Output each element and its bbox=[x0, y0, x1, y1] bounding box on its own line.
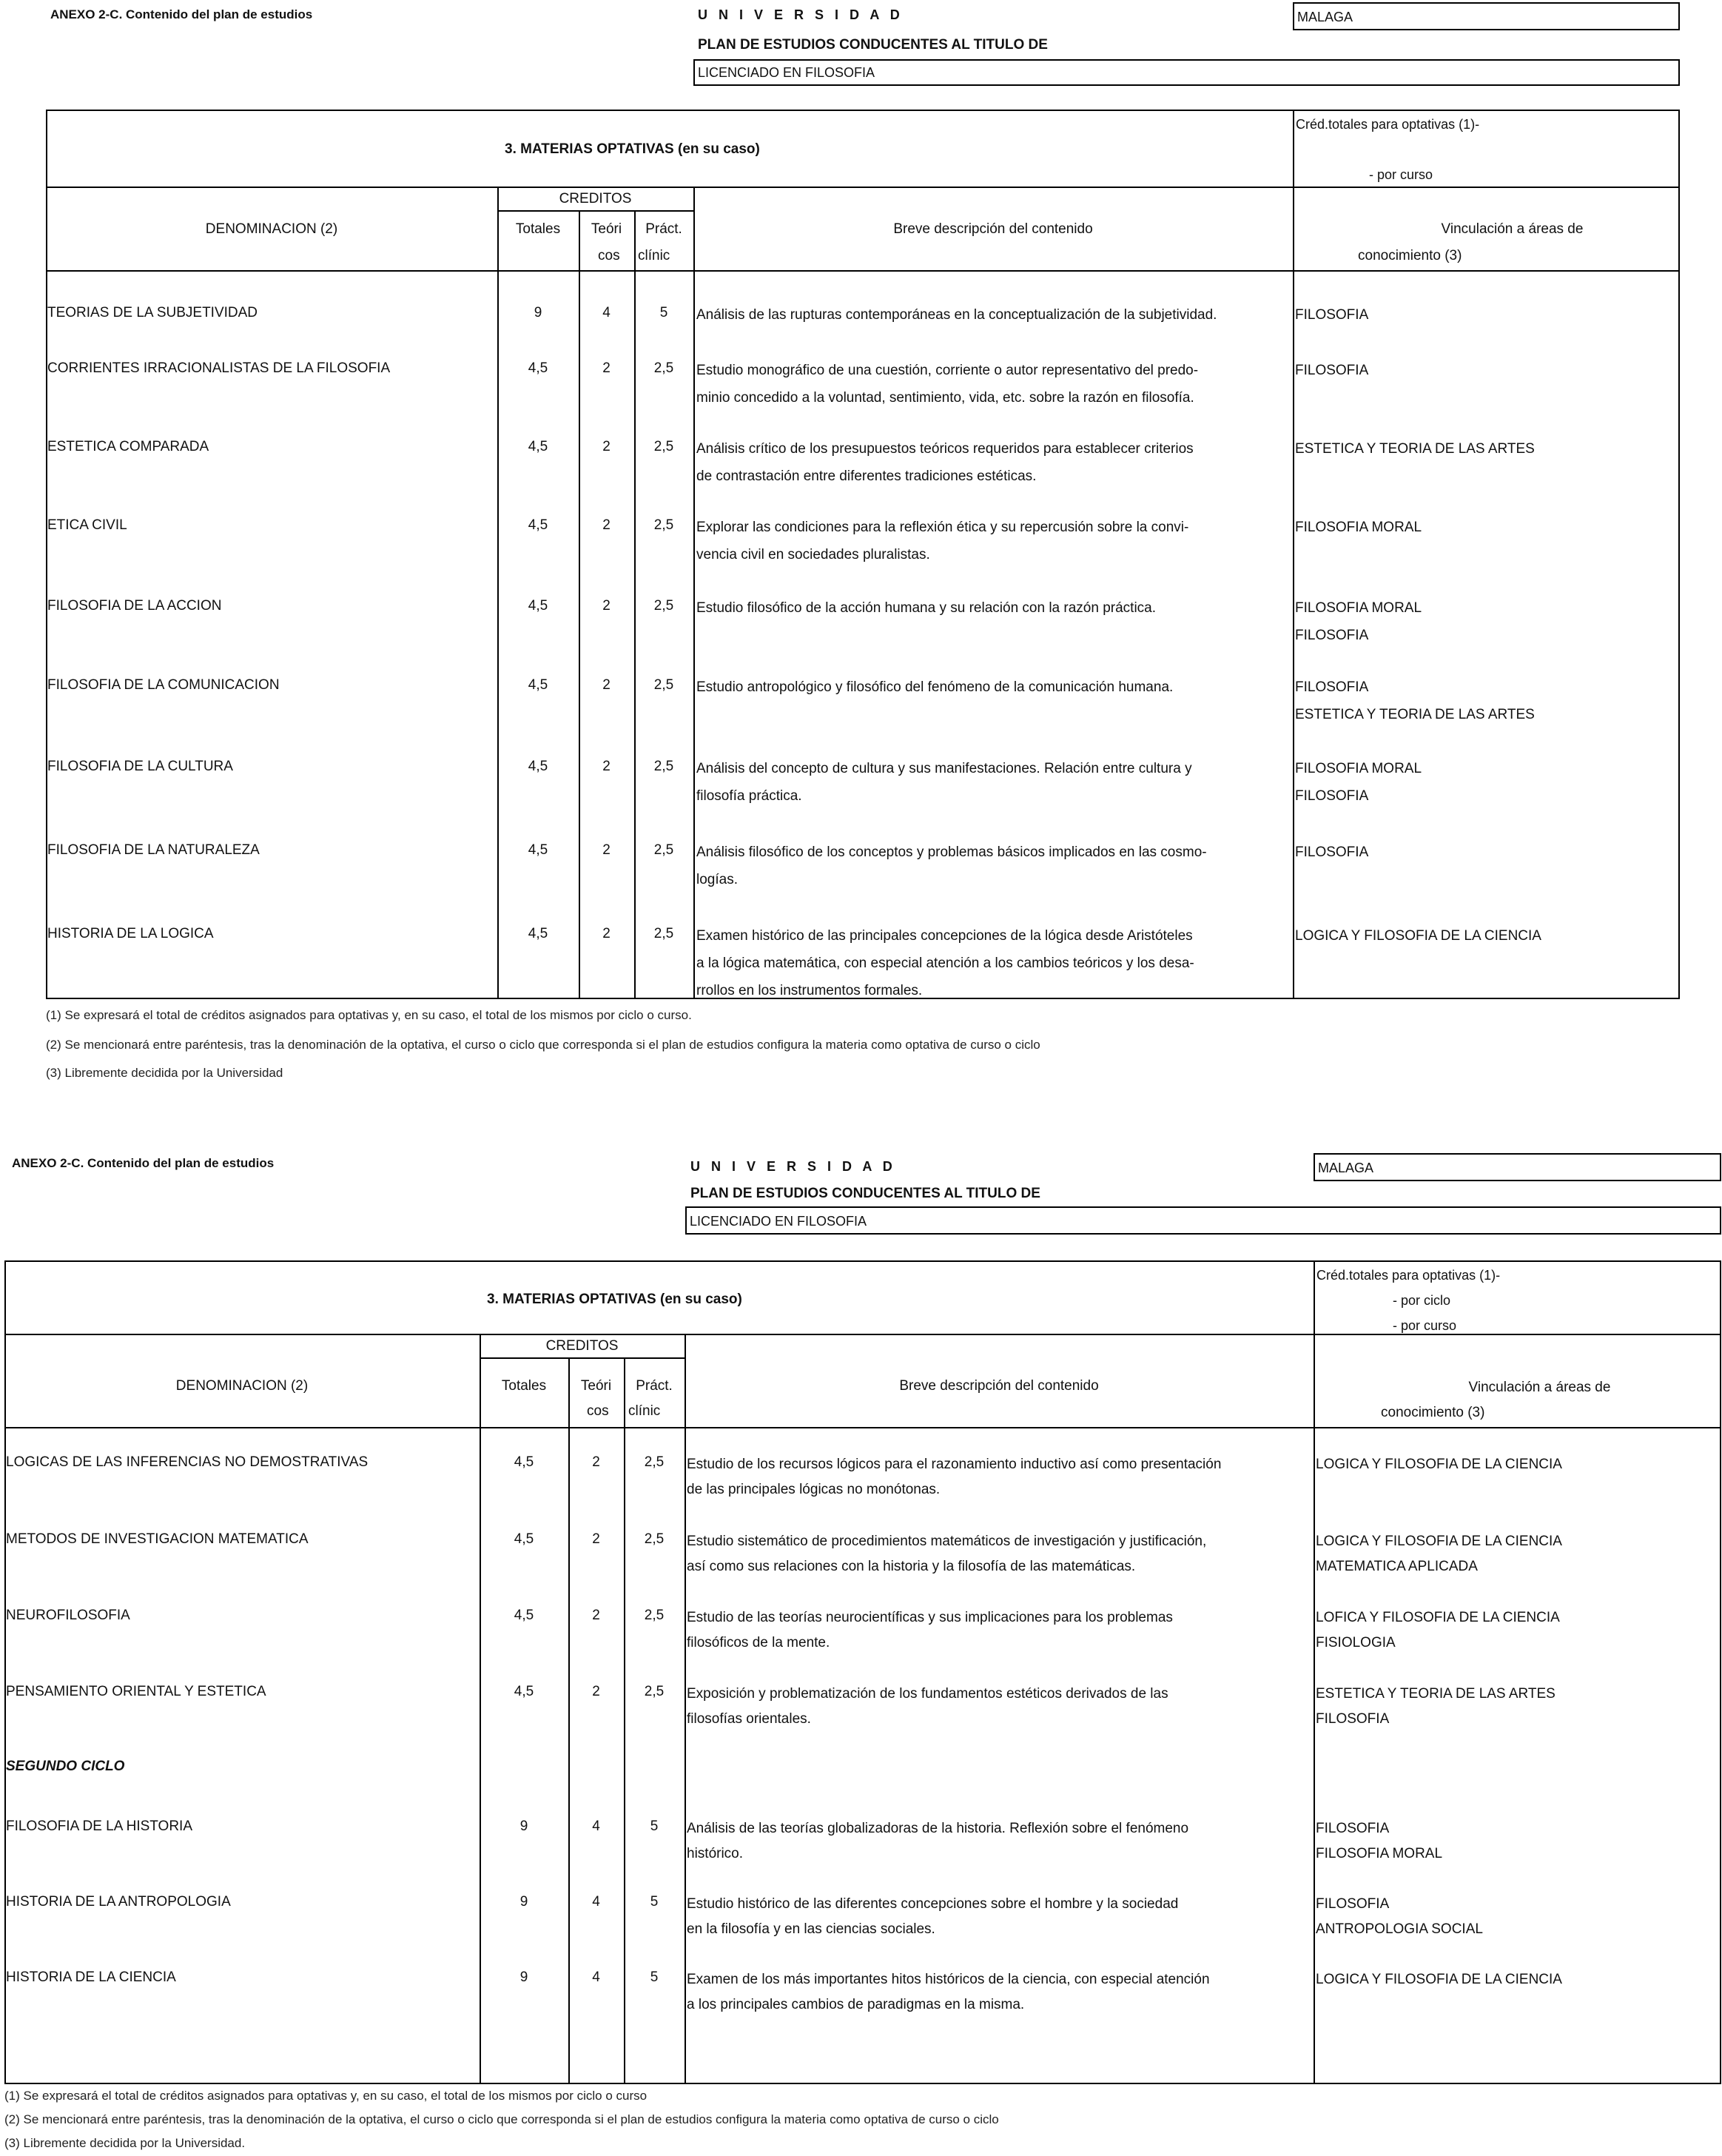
footnote: (2) Se mencionará entre paréntesis, tras la denominación de la optativa, el curso o ciclo que corresponda si el plan de estudios configura la materia como optativa de curso o ciclo bbox=[46, 1038, 1040, 1052]
header-vinculacion: conocimiento (3) bbox=[1381, 1405, 1485, 1420]
header-vinculacion: Vinculación a áreas de bbox=[1468, 1380, 1611, 1395]
credits-theory: 2 bbox=[602, 842, 611, 858]
knowledge-area: LOGICA Y FILOSOFIA DE LA CIENCIA bbox=[1316, 1972, 1562, 1987]
subject-name: HISTORIA DE LA CIENCIA bbox=[6, 1969, 176, 1985]
subject-name: FILOSOFIA DE LA NATURALEZA bbox=[47, 842, 260, 858]
description-line: Estudio filosófico de la acción humana y su relación con la razón práctica. bbox=[696, 600, 1157, 616]
description-line: Examen histórico de las principales concepciones de la lógica desde Aristóteles bbox=[696, 928, 1193, 944]
subject-name: ETICA CIVIL bbox=[47, 517, 127, 533]
knowledge-area: FILOSOFIA MORAL bbox=[1295, 761, 1422, 776]
credits-practice: 2,5 bbox=[653, 759, 674, 774]
credits-theory: 2 bbox=[602, 517, 611, 533]
grid-line bbox=[693, 187, 695, 999]
description-line: Análisis de las rupturas contemporáneas en la conceptualización de la subjetividad. bbox=[696, 307, 1217, 323]
description-line: rrollos en los instrumentos formales. bbox=[696, 983, 923, 998]
credits-practice: 2,5 bbox=[644, 1454, 665, 1470]
section-title: 3. MATERIAS OPTATIVAS (en su caso) bbox=[505, 141, 760, 157]
credits-note-line: Créd.totales para optativas (1)- bbox=[1296, 117, 1480, 132]
header-creditos: CREDITOS bbox=[545, 1338, 619, 1354]
knowledge-area: FILOSOFIA bbox=[1316, 1821, 1390, 1836]
description-line: Examen de los más importantes hitos históricos de la ciencia, con especial atención bbox=[687, 1972, 1210, 1987]
footnote: (3) Libremente decidida por la Universidad bbox=[46, 1066, 283, 1080]
header-totales: Totales bbox=[515, 221, 561, 237]
subject-name: HISTORIA DE LA LOGICA bbox=[47, 926, 214, 941]
header-denominacion: DENOMINACION (2) bbox=[205, 221, 338, 237]
grid-line bbox=[1293, 110, 1294, 999]
knowledge-area: FILOSOFIA bbox=[1316, 1896, 1390, 1912]
credits-theory: 4 bbox=[592, 1894, 600, 1910]
knowledge-area: FILOSOFIA bbox=[1295, 788, 1369, 804]
grid-line bbox=[46, 270, 1680, 272]
header-vinculacion: Vinculación a áreas de bbox=[1441, 221, 1584, 237]
header-descripcion: Breve descripción del contenido bbox=[893, 221, 1093, 237]
knowledge-area: ESTETICA Y TEORIA DE LAS ARTES bbox=[1295, 707, 1535, 722]
knowledge-area: FILOSOFIA bbox=[1295, 628, 1369, 643]
description-line: Estudio de las teorías neurocientíficas y sus implicaciones para los problemas bbox=[687, 1610, 1173, 1625]
subject-name: LOGICAS DE LAS INFERENCIAS NO DEMOSTRATIVAS bbox=[6, 1454, 369, 1470]
credits-practice: 5 bbox=[650, 1819, 659, 1834]
description-line: minio concedido a la voluntad, sentimiento, vida, etc. sobre la razón en filosofía. bbox=[696, 390, 1194, 406]
credits-total: 4,5 bbox=[528, 759, 548, 774]
description-line: Análisis filosófico de los conceptos y problemas básicos implicados en las cosmo- bbox=[696, 844, 1207, 860]
credits-total: 4,5 bbox=[528, 926, 548, 941]
description-line: a los principales cambios de paradigmas en la misma. bbox=[687, 1997, 1025, 2012]
description-line: Análisis de las teorías globalizadoras de la historia. Reflexión sobre el fenómeno bbox=[687, 1821, 1189, 1836]
header-teoricos: cos bbox=[598, 248, 620, 263]
knowledge-area: FILOSOFIA bbox=[1295, 307, 1369, 323]
credits-practice: 2,5 bbox=[653, 517, 674, 533]
knowledge-area: LOGICA Y FILOSOFIA DE LA CIENCIA bbox=[1316, 1534, 1562, 1549]
description-line: a la lógica matemática, con especial atención a los cambios teóricos y los desa- bbox=[696, 956, 1194, 971]
plan-label: PLAN DE ESTUDIOS CONDUCENTES AL TITULO DE bbox=[698, 37, 1048, 53]
header-vinculacion: conocimiento (3) bbox=[1358, 248, 1462, 263]
credits-theory: 2 bbox=[592, 1531, 600, 1547]
credits-practice: 2,5 bbox=[653, 360, 674, 376]
university-label: U N I V E R S I D A D bbox=[698, 7, 904, 22]
credits-total: 4,5 bbox=[528, 842, 548, 858]
credits-practice: 5 bbox=[659, 305, 668, 320]
credits-total: 4,5 bbox=[514, 1684, 534, 1699]
footnote: (1) Se expresará el total de créditos asignados para optativas y, en su caso, el total de los mismos por ciclo o curso bbox=[4, 2089, 648, 2103]
description-line: de contrastación entre diferentes tradiciones estéticas. bbox=[696, 469, 1037, 484]
credits-theory: 2 bbox=[592, 1684, 600, 1699]
footnote: (1) Se expresará el total de créditos asignados para optativas y, en su caso, el total de los mismos por ciclo o curso. bbox=[46, 1008, 692, 1022]
credits-note-line: - por ciclo bbox=[1393, 1293, 1451, 1308]
header-teoricos: Teóri bbox=[591, 221, 622, 237]
knowledge-area: LOFICA Y FILOSOFIA DE LA CIENCIA bbox=[1316, 1610, 1560, 1625]
university-name-box: MALAGA bbox=[1314, 1153, 1721, 1181]
subject-name: ESTETICA COMPARADA bbox=[47, 439, 209, 454]
knowledge-area: MATEMATICA APLICADA bbox=[1316, 1559, 1478, 1574]
credits-note-line: Créd.totales para optativas (1)- bbox=[1316, 1268, 1501, 1283]
credits-theory: 2 bbox=[602, 439, 611, 454]
description-line: vencia civil en sociedades pluralistas. bbox=[696, 547, 930, 562]
knowledge-area: LOGICA Y FILOSOFIA DE LA CIENCIA bbox=[1316, 1457, 1562, 1472]
credits-theory: 2 bbox=[602, 926, 611, 941]
description-line: Análisis crítico de los presupuestos teóricos requeridos para establecer criterios bbox=[696, 441, 1194, 457]
subject-name: FILOSOFIA DE LA HISTORIA bbox=[6, 1819, 193, 1834]
knowledge-area: ESTETICA Y TEORIA DE LAS ARTES bbox=[1316, 1686, 1555, 1702]
credits-practice: 2,5 bbox=[653, 439, 674, 454]
credits-theory: 4 bbox=[592, 1819, 600, 1834]
annex-title: ANEXO 2-C. Contenido del plan de estudios bbox=[12, 1156, 275, 1170]
header-creditos: CREDITOS bbox=[559, 191, 632, 206]
credits-total: 9 bbox=[519, 1894, 528, 1910]
subject-name: TEORIAS DE LA SUBJETIVIDAD bbox=[47, 305, 258, 320]
description-line: Estudio antropológico y filosófico del fenómeno de la comunicación humana. bbox=[696, 679, 1174, 695]
footnote: (3) Libremente decidida por la Universidad. bbox=[4, 2136, 246, 2150]
credits-total: 9 bbox=[519, 1819, 528, 1834]
footnote: (2) Se mencionará entre paréntesis, tras la denominación de la optativa, el curso o ciclo que corresponda si el plan de estudios configura la materia como optativa de curso o ciclo bbox=[4, 2112, 999, 2126]
credits-total: 4,5 bbox=[528, 677, 548, 693]
knowledge-area: FILOSOFIA MORAL bbox=[1316, 1846, 1443, 1861]
header-denominacion: DENOMINACION (2) bbox=[175, 1378, 309, 1394]
credits-practice: 5 bbox=[650, 1969, 659, 1985]
knowledge-area: LOGICA Y FILOSOFIA DE LA CIENCIA bbox=[1295, 928, 1541, 944]
subject-name: FILOSOFIA DE LA CULTURA bbox=[47, 759, 233, 774]
credits-total: 4,5 bbox=[514, 1608, 534, 1623]
degree-box: LICENCIADO EN FILOSOFIA bbox=[685, 1206, 1721, 1235]
university-name-box: MALAGA bbox=[1293, 2, 1680, 30]
header-practicos: Práct. bbox=[636, 1378, 673, 1394]
grid-line bbox=[685, 1334, 686, 2084]
credits-theory: 2 bbox=[602, 360, 611, 376]
description-line: filosóficos de la mente. bbox=[687, 1635, 830, 1650]
knowledge-area: ANTROPOLOGIA SOCIAL bbox=[1316, 1921, 1483, 1937]
credits-total: 4,5 bbox=[514, 1454, 534, 1470]
knowledge-area: ESTETICA Y TEORIA DE LAS ARTES bbox=[1295, 441, 1535, 457]
credits-total: 4,5 bbox=[514, 1531, 534, 1547]
subject-name: NEUROFILOSOFIA bbox=[6, 1608, 130, 1623]
section-title: 3. MATERIAS OPTATIVAS (en su caso) bbox=[487, 1292, 742, 1307]
credits-total: 4,5 bbox=[528, 439, 548, 454]
credits-theory: 2 bbox=[602, 677, 611, 693]
description-line: logías. bbox=[696, 872, 738, 887]
knowledge-area: FILOSOFIA bbox=[1316, 1711, 1390, 1727]
knowledge-area: FILOSOFIA MORAL bbox=[1295, 520, 1422, 535]
header-teoricos: cos bbox=[587, 1403, 609, 1419]
university-label: U N I V E R S I D A D bbox=[690, 1159, 896, 1174]
subject-name: PENSAMIENTO ORIENTAL Y ESTETICA bbox=[6, 1684, 266, 1699]
header-descripcion: Breve descripción del contenido bbox=[899, 1378, 1099, 1394]
credits-practice: 2,5 bbox=[653, 926, 674, 941]
header-teoricos: Teóri bbox=[580, 1378, 612, 1394]
credits-note-line: - por curso bbox=[1393, 1318, 1457, 1333]
credits-total: 9 bbox=[534, 305, 542, 320]
description-line: así como sus relaciones con la historia y la filosofía de las matemáticas. bbox=[687, 1559, 1136, 1574]
credits-total: 9 bbox=[519, 1969, 528, 1985]
credits-theory: 2 bbox=[602, 598, 611, 614]
credits-total: 4,5 bbox=[528, 360, 548, 376]
degree-box: LICENCIADO EN FILOSOFIA bbox=[693, 59, 1680, 86]
subject-name: FILOSOFIA DE LA COMUNICACION bbox=[47, 677, 280, 693]
credits-practice: 2,5 bbox=[644, 1608, 665, 1623]
header-practicos: clínic bbox=[628, 1403, 661, 1419]
credits-theory: 4 bbox=[602, 305, 611, 320]
plan-label: PLAN DE ESTUDIOS CONDUCENTES AL TITULO DE bbox=[690, 1186, 1040, 1201]
credits-practice: 2,5 bbox=[644, 1531, 665, 1547]
subject-name: FILOSOFIA DE LA ACCION bbox=[47, 598, 222, 614]
knowledge-area: FILOSOFIA bbox=[1295, 679, 1369, 695]
knowledge-area: FILOSOFIA bbox=[1295, 363, 1369, 378]
credits-theory: 2 bbox=[592, 1454, 600, 1470]
description-line: de las principales lógicas no monótonas. bbox=[687, 1482, 941, 1497]
section-heading: SEGUNDO CICLO bbox=[6, 1759, 125, 1774]
description-line: filosofías orientales. bbox=[687, 1711, 811, 1727]
subject-name: CORRIENTES IRRACIONALISTAS DE LA FILOSOFIA bbox=[47, 360, 391, 376]
credits-theory: 4 bbox=[592, 1969, 600, 1985]
annex-title: ANEXO 2-C. Contenido del plan de estudios bbox=[50, 7, 313, 21]
subject-name: HISTORIA DE LA ANTROPOLOGIA bbox=[6, 1894, 231, 1910]
header-practicos: clínic bbox=[638, 248, 670, 263]
credits-practice: 2,5 bbox=[653, 598, 674, 614]
header-practicos: Práct. bbox=[645, 221, 682, 237]
header-totales: Totales bbox=[501, 1378, 547, 1394]
credits-theory: 2 bbox=[602, 759, 611, 774]
description-line: Estudio sistemático de procedimientos matemáticos de investigación y justificación, bbox=[687, 1534, 1207, 1549]
description-line: Análisis del concepto de cultura y sus manifestaciones. Relación entre cultura y bbox=[696, 761, 1192, 776]
description-line: Estudio de los recursos lógicos para el razonamiento inductivo así como presentación bbox=[687, 1457, 1222, 1472]
credits-practice: 2,5 bbox=[653, 677, 674, 693]
credits-practice: 2,5 bbox=[653, 842, 674, 858]
description-line: en la filosofía y en las ciencias sociales. bbox=[687, 1921, 935, 1937]
knowledge-area: FISIOLOGIA bbox=[1316, 1635, 1396, 1650]
grid-line bbox=[46, 187, 1680, 188]
knowledge-area: FILOSOFIA MORAL bbox=[1295, 600, 1422, 616]
description-line: Estudio monográfico de una cuestión, corriente o autor representativo del predo- bbox=[696, 363, 1199, 378]
credits-theory: 2 bbox=[592, 1608, 600, 1623]
credits-note-line: - por curso bbox=[1369, 167, 1433, 182]
credits-practice: 2,5 bbox=[644, 1684, 665, 1699]
description-line: filosofía práctica. bbox=[696, 788, 802, 804]
subject-name: METODOS DE INVESTIGACION MATEMATICA bbox=[6, 1531, 309, 1547]
grid-line bbox=[4, 1427, 1721, 1428]
knowledge-area: FILOSOFIA bbox=[1295, 844, 1369, 860]
credits-practice: 5 bbox=[650, 1894, 659, 1910]
description-line: Explorar las condiciones para la reflexión ética y su repercusión sobre la convi- bbox=[696, 520, 1189, 535]
credits-total: 4,5 bbox=[528, 598, 548, 614]
description-line: histórico. bbox=[687, 1846, 744, 1861]
grid-line bbox=[4, 1334, 1721, 1335]
description-line: Exposición y problematización de los fundamentos estéticos derivados de las bbox=[687, 1686, 1168, 1702]
description-line: Estudio histórico de las diferentes concepciones sobre el hombre y la sociedad bbox=[687, 1896, 1179, 1912]
credits-total: 4,5 bbox=[528, 517, 548, 533]
